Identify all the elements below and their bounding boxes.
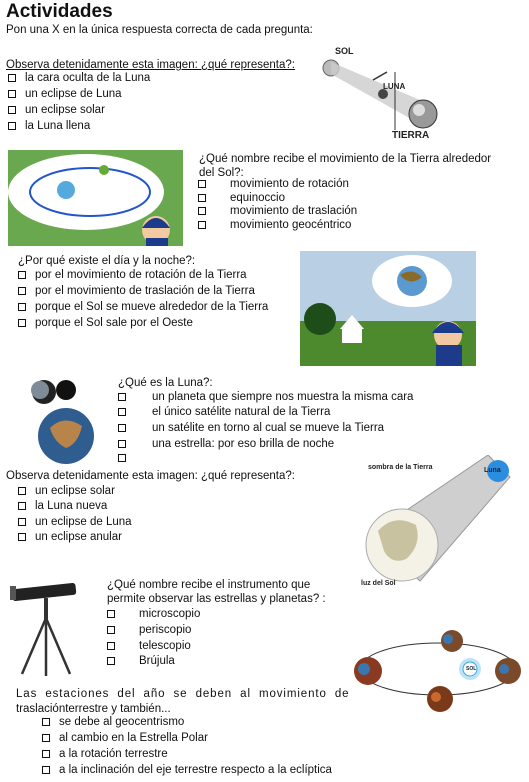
day-night-illustration <box>300 251 476 366</box>
checkbox[interactable] <box>42 750 50 758</box>
q3-question: ¿Por qué existe el día y la noche?: <box>18 255 196 267</box>
checkbox[interactable] <box>18 518 26 526</box>
q1-option-4[interactable]: la Luna llena <box>8 120 90 132</box>
checkbox[interactable] <box>42 734 50 742</box>
checkbox[interactable] <box>18 287 26 295</box>
q4-option-3[interactable]: un satélite en torno al cual se mueve la Tierra <box>118 422 384 434</box>
instructions: Pon una X en la única respuesta correcta de cada pregunta: <box>6 24 313 36</box>
q2-option-4[interactable]: movimiento geocéntrico <box>198 219 351 231</box>
q6-option-1[interactable]: microscopio <box>107 608 200 620</box>
checkbox[interactable] <box>8 90 16 98</box>
q4-question: ¿Qué es la Luna?: <box>118 377 213 389</box>
q5-option-3[interactable]: un eclipse de Luna <box>18 516 132 528</box>
checkbox[interactable] <box>107 642 115 650</box>
telescope-illustration <box>8 580 93 678</box>
checkbox[interactable] <box>18 502 26 510</box>
label-sol-2: SOL <box>466 666 477 672</box>
q7-option-3[interactable]: a la rotación terrestre <box>42 748 168 760</box>
checkbox[interactable] <box>198 221 206 229</box>
solar-eclipse-diagram <box>315 42 445 142</box>
checkbox[interactable] <box>107 610 115 618</box>
q1-option-2[interactable]: un eclipse de Luna <box>8 88 122 100</box>
q6-option-4[interactable]: Brújula <box>107 655 175 667</box>
q5-option-1[interactable]: un eclipse solar <box>18 485 115 497</box>
q1-option-3[interactable]: un eclipse solar <box>8 104 105 116</box>
checkbox[interactable] <box>18 487 26 495</box>
checkbox[interactable] <box>8 74 16 82</box>
q6-option-2[interactable]: periscopio <box>107 624 191 636</box>
moon-and-earth-illustration <box>30 378 110 473</box>
q2-option-1[interactable]: movimiento de rotación <box>198 178 349 190</box>
checkbox[interactable] <box>107 626 115 634</box>
q1-question: Observa detenidamente esta imagen: ¿qué representa?: <box>6 59 295 71</box>
q7-option-1[interactable]: se debe al geocentrismo <box>42 716 184 728</box>
q7-option-4[interactable]: a la inclinación del eje terrestre respecto a la eclíptica <box>42 764 332 776</box>
q3-option-3[interactable]: porque el Sol se mueve alrededor de la Tierra <box>18 301 268 313</box>
label-luna-2: Luna <box>484 467 501 474</box>
checkbox[interactable] <box>18 533 26 541</box>
checkbox[interactable] <box>118 393 126 401</box>
checkbox[interactable] <box>107 657 115 665</box>
q3-option-1[interactable]: por el movimiento de rotación de la Tierra <box>18 269 247 281</box>
label-sombra: sombra de la Tierra <box>368 464 433 471</box>
checkbox[interactable] <box>8 106 16 114</box>
q5-option-4[interactable]: un eclipse anular <box>18 531 122 543</box>
q6-question-line1: ¿Qué nombre recibe el instrumento que <box>107 579 311 591</box>
q7-option-2[interactable]: al cambio en la Estrella Polar <box>42 732 208 744</box>
q4-option-5[interactable] <box>118 454 152 462</box>
q4-option-2[interactable]: el único satélite natural de la Tierra <box>118 406 330 418</box>
q2-question-line2: del Sol?: <box>199 167 244 179</box>
q7-question-line2: traslaciónterrestre y también... <box>16 703 171 715</box>
checkbox[interactable] <box>118 454 126 462</box>
checkbox[interactable] <box>8 122 16 130</box>
checkbox[interactable] <box>42 766 50 774</box>
label-sol: SOL <box>335 46 354 56</box>
q2-question-line1: ¿Qué nombre recibe el movimiento de la Tierra alrededor <box>199 153 492 165</box>
q6-option-3[interactable]: telescopio <box>107 640 191 652</box>
q1-option-1[interactable]: la cara oculta de la Luna <box>8 72 150 84</box>
q4-option-1[interactable]: un planeta que siempre nos muestra la misma cara <box>118 391 413 403</box>
q3-option-2[interactable]: por el movimiento de traslación de la Tierra <box>18 285 255 297</box>
label-luz: luz del Sol <box>361 580 396 587</box>
q5-question: Observa detenidamente esta imagen: ¿qué representa?: <box>6 470 295 482</box>
checkbox[interactable] <box>18 271 26 279</box>
seasons-orbit-diagram <box>352 625 524 713</box>
q6-question-line2: permite observar las estrellas y planetas? : <box>107 593 326 605</box>
checkbox[interactable] <box>198 180 206 188</box>
earth-orbit-thought-illustration <box>8 150 183 246</box>
checkbox[interactable] <box>18 303 26 311</box>
q4-option-4[interactable]: una estrella: por eso brilla de noche <box>118 438 334 450</box>
label-tierra: TIERRA <box>392 130 430 141</box>
q5-option-2[interactable]: la Luna nueva <box>18 500 107 512</box>
checkbox[interactable] <box>198 207 206 215</box>
checkbox[interactable] <box>118 440 126 448</box>
checkbox[interactable] <box>198 194 206 202</box>
checkbox[interactable] <box>118 424 126 432</box>
q3-option-4[interactable]: porque el Sol sale por el Oeste <box>18 317 193 329</box>
q2-option-2[interactable]: equinoccio <box>198 192 285 204</box>
q7-question-line1: Las estaciones del año se deben al movimiento de <box>16 688 350 700</box>
label-luna: LUNA <box>383 82 406 91</box>
checkbox[interactable] <box>118 408 126 416</box>
lunar-eclipse-diagram <box>360 455 520 585</box>
q2-option-3[interactable]: movimiento de traslación <box>198 205 357 217</box>
checkbox[interactable] <box>42 718 50 726</box>
checkbox[interactable] <box>18 319 26 327</box>
page-title: Actividades <box>6 1 113 22</box>
